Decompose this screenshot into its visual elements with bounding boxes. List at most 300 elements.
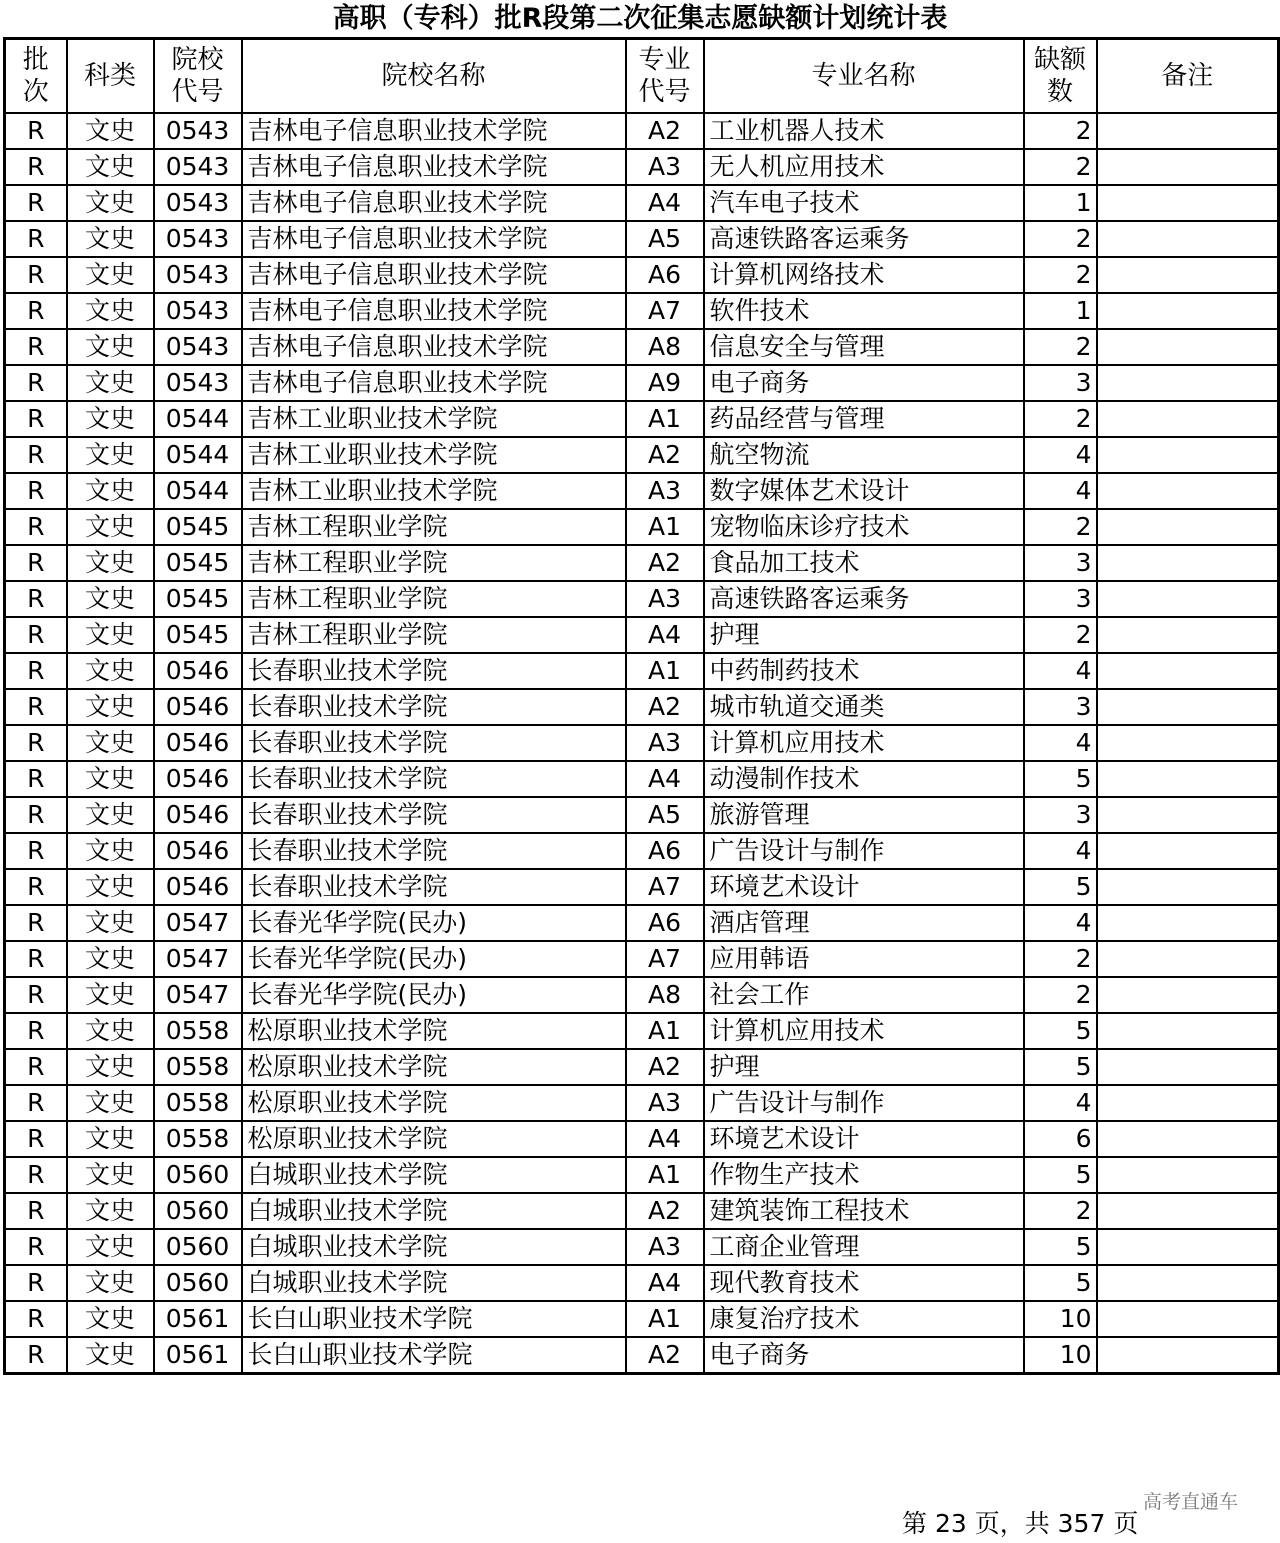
table-row	[5, 329, 1279, 365]
cell-major-code: A6	[626, 257, 704, 293]
cell-vacancy: 2	[1024, 617, 1097, 653]
table-row	[5, 833, 1279, 869]
cell-remarks	[1097, 1049, 1279, 1085]
cell-vacancy: 5	[1024, 1013, 1097, 1049]
table-body	[5, 113, 1279, 1374]
cell-major-code: A3	[626, 581, 704, 617]
cell-vacancy: 1	[1024, 185, 1097, 221]
cell-category: 文史	[67, 401, 154, 437]
cell-school-name: 长春光华学院(民办)	[242, 941, 626, 977]
cell-batch: R	[5, 797, 67, 833]
cell-vacancy: 5	[1024, 1049, 1097, 1085]
page-indicator: 第 23 页，共 357 页	[902, 1509, 1139, 1538]
cell-school-name: 吉林电子信息职业技术学院	[242, 329, 626, 365]
cell-school-code: 0545	[154, 509, 242, 545]
cell-batch: R	[5, 149, 67, 185]
table-row	[5, 365, 1279, 401]
cell-major-code: A4	[626, 1121, 704, 1157]
cell-major-code: A1	[626, 509, 704, 545]
cell-remarks	[1097, 149, 1279, 185]
cell-vacancy: 4	[1024, 653, 1097, 689]
cell-school-name: 吉林电子信息职业技术学院	[242, 221, 626, 257]
header-batch	[5, 39, 67, 114]
cell-major-name: 旅游管理	[704, 797, 1024, 833]
cell-major-code: A3	[626, 473, 704, 509]
header-school-code	[154, 39, 242, 114]
cell-vacancy: 5	[1024, 1157, 1097, 1193]
cell-school-name: 长春光华学院(民办)	[242, 977, 626, 1013]
cell-school-code: 0546	[154, 797, 242, 833]
cell-school-name: 白城职业技术学院	[242, 1157, 626, 1193]
cell-major-code: A2	[626, 1049, 704, 1085]
cell-major-code: A8	[626, 977, 704, 1013]
cell-major-code: A5	[626, 221, 704, 257]
cell-batch: R	[5, 833, 67, 869]
cell-remarks	[1097, 257, 1279, 293]
table-row	[5, 761, 1279, 797]
cell-school-name: 长春职业技术学院	[242, 869, 626, 905]
header-batch-line1: 批	[22, 45, 49, 75]
cell-major-name: 工业机器人技术	[704, 113, 1024, 149]
cell-batch: R	[5, 185, 67, 221]
cell-school-code: 0560	[154, 1193, 242, 1229]
table-row	[5, 725, 1279, 761]
cell-school-name: 长白山职业技术学院	[242, 1337, 626, 1374]
cell-major-name: 电子商务	[704, 1337, 1024, 1374]
cell-vacancy: 5	[1024, 869, 1097, 905]
cell-school-code: 0546	[154, 869, 242, 905]
cell-remarks	[1097, 653, 1279, 689]
cell-school-code: 0543	[154, 293, 242, 329]
table-row	[5, 1337, 1279, 1374]
table-row	[5, 149, 1279, 185]
cell-vacancy: 2	[1024, 221, 1097, 257]
cell-vacancy: 10	[1024, 1301, 1097, 1337]
header-school-code-line2: 代号	[171, 77, 224, 107]
cell-major-code: A4	[626, 185, 704, 221]
table-row	[5, 869, 1279, 905]
cell-school-code: 0543	[154, 221, 242, 257]
table-row	[5, 1121, 1279, 1157]
watermark: 高考直通车	[1143, 1491, 1239, 1513]
cell-remarks	[1097, 1013, 1279, 1049]
cell-batch: R	[5, 905, 67, 941]
cell-remarks	[1097, 509, 1279, 545]
header-school-code-line1: 院校	[171, 45, 224, 75]
cell-batch: R	[5, 1049, 67, 1085]
cell-category: 文史	[67, 545, 154, 581]
cell-school-code: 0543	[154, 257, 242, 293]
cell-school-name: 吉林工程职业学院	[242, 545, 626, 581]
cell-category: 文史	[67, 653, 154, 689]
cell-major-code: A4	[626, 1265, 704, 1301]
cell-category: 文史	[67, 725, 154, 761]
header-batch-line2: 次	[22, 77, 49, 107]
cell-vacancy: 6	[1024, 1121, 1097, 1157]
cell-major-code: A3	[626, 1085, 704, 1121]
header-major-code	[626, 39, 704, 114]
cell-school-code: 0558	[154, 1121, 242, 1157]
cell-remarks	[1097, 545, 1279, 581]
cell-vacancy: 4	[1024, 473, 1097, 509]
cell-remarks	[1097, 1157, 1279, 1193]
cell-school-name: 长春职业技术学院	[242, 761, 626, 797]
cell-vacancy: 2	[1024, 113, 1097, 149]
cell-school-code: 0543	[154, 185, 242, 221]
cell-major-name: 航空物流	[704, 437, 1024, 473]
table-row	[5, 257, 1279, 293]
cell-vacancy: 2	[1024, 401, 1097, 437]
table-row	[5, 1301, 1279, 1337]
cell-major-name: 无人机应用技术	[704, 149, 1024, 185]
table-row	[5, 797, 1279, 833]
cell-vacancy: 3	[1024, 689, 1097, 725]
cell-school-name: 吉林电子信息职业技术学院	[242, 293, 626, 329]
cell-batch: R	[5, 617, 67, 653]
cell-category: 文史	[67, 617, 154, 653]
cell-category: 文史	[67, 113, 154, 149]
cell-batch: R	[5, 509, 67, 545]
table-row	[5, 617, 1279, 653]
cell-vacancy: 4	[1024, 725, 1097, 761]
cell-batch: R	[5, 761, 67, 797]
header-vacancy	[1024, 39, 1097, 114]
cell-category: 文史	[67, 905, 154, 941]
cell-remarks	[1097, 1085, 1279, 1121]
cell-category: 文史	[67, 1337, 154, 1374]
cell-major-code: A2	[626, 1193, 704, 1229]
cell-major-name: 工商企业管理	[704, 1229, 1024, 1265]
cell-batch: R	[5, 257, 67, 293]
cell-remarks	[1097, 1193, 1279, 1229]
cell-school-code: 0558	[154, 1085, 242, 1121]
cell-school-name: 吉林工程职业学院	[242, 581, 626, 617]
cell-major-code: A3	[626, 725, 704, 761]
cell-school-name: 长春职业技术学院	[242, 797, 626, 833]
cell-school-code: 0561	[154, 1337, 242, 1374]
cell-category: 文史	[67, 1121, 154, 1157]
cell-major-name: 应用韩语	[704, 941, 1024, 977]
cell-major-name: 中药制药技术	[704, 653, 1024, 689]
cell-remarks	[1097, 1337, 1279, 1374]
cell-batch: R	[5, 941, 67, 977]
cell-batch: R	[5, 1193, 67, 1229]
cell-major-code: A7	[626, 293, 704, 329]
cell-school-name: 吉林工业职业技术学院	[242, 473, 626, 509]
cell-vacancy: 5	[1024, 761, 1097, 797]
cell-major-code: A2	[626, 689, 704, 725]
cell-school-code: 0545	[154, 581, 242, 617]
cell-vacancy: 2	[1024, 329, 1097, 365]
cell-school-code: 0543	[154, 365, 242, 401]
cell-remarks	[1097, 797, 1279, 833]
cell-category: 文史	[67, 185, 154, 221]
cell-school-name: 白城职业技术学院	[242, 1229, 626, 1265]
cell-batch: R	[5, 1337, 67, 1374]
vacancy-table	[3, 37, 1280, 1375]
cell-category: 文史	[67, 977, 154, 1013]
cell-batch: R	[5, 869, 67, 905]
cell-school-code: 0547	[154, 977, 242, 1013]
cell-batch: R	[5, 329, 67, 365]
cell-school-code: 0546	[154, 725, 242, 761]
cell-category: 文史	[67, 329, 154, 365]
table-row	[5, 1229, 1279, 1265]
cell-major-code: A5	[626, 797, 704, 833]
cell-remarks	[1097, 689, 1279, 725]
cell-major-name: 高速铁路客运乘务	[704, 581, 1024, 617]
header-category: 科类	[67, 39, 154, 114]
cell-batch: R	[5, 401, 67, 437]
cell-school-code: 0545	[154, 617, 242, 653]
cell-category: 文史	[67, 941, 154, 977]
cell-category: 文史	[67, 761, 154, 797]
table-row	[5, 437, 1279, 473]
cell-batch: R	[5, 1013, 67, 1049]
table-row	[5, 653, 1279, 689]
cell-vacancy: 2	[1024, 509, 1097, 545]
cell-major-code: A1	[626, 1157, 704, 1193]
cell-category: 文史	[67, 149, 154, 185]
cell-batch: R	[5, 977, 67, 1013]
cell-major-code: A1	[626, 1013, 704, 1049]
cell-major-code: A1	[626, 653, 704, 689]
cell-school-code: 0546	[154, 689, 242, 725]
cell-category: 文史	[67, 221, 154, 257]
cell-remarks	[1097, 437, 1279, 473]
cell-major-name: 社会工作	[704, 977, 1024, 1013]
cell-major-code: A1	[626, 1301, 704, 1337]
cell-school-code: 0546	[154, 653, 242, 689]
cell-batch: R	[5, 725, 67, 761]
cell-category: 文史	[67, 689, 154, 725]
cell-major-code: A7	[626, 941, 704, 977]
table-row	[5, 941, 1279, 977]
cell-major-name: 计算机网络技术	[704, 257, 1024, 293]
table-row	[5, 293, 1279, 329]
table-row	[5, 977, 1279, 1013]
cell-school-name: 白城职业技术学院	[242, 1193, 626, 1229]
cell-remarks	[1097, 833, 1279, 869]
table-row	[5, 545, 1279, 581]
cell-batch: R	[5, 689, 67, 725]
cell-vacancy: 2	[1024, 149, 1097, 185]
cell-remarks	[1097, 725, 1279, 761]
cell-category: 文史	[67, 797, 154, 833]
cell-school-code: 0558	[154, 1013, 242, 1049]
cell-major-code: A4	[626, 761, 704, 797]
cell-remarks	[1097, 293, 1279, 329]
cell-school-code: 0560	[154, 1157, 242, 1193]
cell-vacancy: 3	[1024, 545, 1097, 581]
cell-batch: R	[5, 545, 67, 581]
table-row	[5, 113, 1279, 149]
cell-category: 文史	[67, 473, 154, 509]
cell-school-code: 0560	[154, 1229, 242, 1265]
cell-batch: R	[5, 437, 67, 473]
cell-category: 文史	[67, 1193, 154, 1229]
cell-vacancy: 4	[1024, 437, 1097, 473]
cell-major-name: 高速铁路客运乘务	[704, 221, 1024, 257]
cell-school-code: 0546	[154, 761, 242, 797]
header-major-code-line1: 专业	[638, 45, 691, 75]
cell-school-name: 长春职业技术学院	[242, 689, 626, 725]
cell-remarks	[1097, 617, 1279, 653]
cell-major-code: A6	[626, 833, 704, 869]
cell-major-code: A8	[626, 329, 704, 365]
cell-batch: R	[5, 113, 67, 149]
cell-major-name: 环境艺术设计	[704, 1121, 1024, 1157]
cell-school-name: 吉林电子信息职业技术学院	[242, 185, 626, 221]
cell-remarks	[1097, 329, 1279, 365]
cell-major-code: A3	[626, 149, 704, 185]
cell-major-name: 现代教育技术	[704, 1265, 1024, 1301]
cell-major-code: A2	[626, 1337, 704, 1374]
cell-school-name: 长春光华学院(民办)	[242, 905, 626, 941]
cell-school-name: 吉林电子信息职业技术学院	[242, 113, 626, 149]
cell-category: 文史	[67, 1229, 154, 1265]
table-row	[5, 905, 1279, 941]
table-row	[5, 1013, 1279, 1049]
header-vacancy-line2: 数	[1046, 77, 1073, 107]
cell-batch: R	[5, 1265, 67, 1301]
cell-batch: R	[5, 1121, 67, 1157]
cell-remarks	[1097, 113, 1279, 149]
cell-major-name: 城市轨道交通类	[704, 689, 1024, 725]
cell-school-name: 松原职业技术学院	[242, 1085, 626, 1121]
cell-remarks	[1097, 1301, 1279, 1337]
cell-batch: R	[5, 1301, 67, 1337]
cell-major-name: 计算机应用技术	[704, 725, 1024, 761]
cell-major-name: 广告设计与制作	[704, 833, 1024, 869]
cell-school-code: 0558	[154, 1049, 242, 1085]
header-remarks: 备注	[1097, 39, 1279, 114]
cell-major-name: 电子商务	[704, 365, 1024, 401]
cell-school-code: 0545	[154, 545, 242, 581]
cell-category: 文史	[67, 581, 154, 617]
cell-school-name: 长白山职业技术学院	[242, 1301, 626, 1337]
cell-vacancy: 3	[1024, 797, 1097, 833]
cell-category: 文史	[67, 1157, 154, 1193]
cell-category: 文史	[67, 869, 154, 905]
table-row	[5, 689, 1279, 725]
cell-major-code: A7	[626, 869, 704, 905]
cell-school-name: 长春职业技术学院	[242, 653, 626, 689]
cell-vacancy: 2	[1024, 1193, 1097, 1229]
cell-batch: R	[5, 653, 67, 689]
cell-school-code: 0544	[154, 401, 242, 437]
cell-batch: R	[5, 473, 67, 509]
cell-category: 文史	[67, 1013, 154, 1049]
table-row	[5, 473, 1279, 509]
cell-school-code: 0544	[154, 437, 242, 473]
table-row	[5, 1085, 1279, 1121]
table-row	[5, 1157, 1279, 1193]
table-row	[5, 185, 1279, 221]
table-row	[5, 1193, 1279, 1229]
table-row	[5, 401, 1279, 437]
cell-school-code: 0560	[154, 1265, 242, 1301]
cell-remarks	[1097, 185, 1279, 221]
cell-major-code: A2	[626, 437, 704, 473]
cell-school-code: 0561	[154, 1301, 242, 1337]
cell-vacancy: 10	[1024, 1337, 1097, 1374]
cell-category: 文史	[67, 1085, 154, 1121]
cell-major-name: 计算机应用技术	[704, 1013, 1024, 1049]
cell-major-code: A4	[626, 617, 704, 653]
cell-batch: R	[5, 1157, 67, 1193]
cell-batch: R	[5, 365, 67, 401]
cell-remarks	[1097, 941, 1279, 977]
cell-vacancy: 2	[1024, 257, 1097, 293]
cell-major-name: 酒店管理	[704, 905, 1024, 941]
cell-school-name: 吉林工程职业学院	[242, 617, 626, 653]
cell-vacancy: 4	[1024, 905, 1097, 941]
cell-major-code: A9	[626, 365, 704, 401]
cell-category: 文史	[67, 365, 154, 401]
cell-school-name: 松原职业技术学院	[242, 1121, 626, 1157]
cell-remarks	[1097, 221, 1279, 257]
cell-school-name: 白城职业技术学院	[242, 1265, 626, 1301]
table-row	[5, 581, 1279, 617]
cell-category: 文史	[67, 1301, 154, 1337]
cell-remarks	[1097, 1229, 1279, 1265]
cell-school-name: 吉林电子信息职业技术学院	[242, 365, 626, 401]
document-title: 高职（专科）批R段第二次征集志愿缺额计划统计表	[332, 3, 948, 34]
table-row	[5, 1049, 1279, 1085]
cell-school-name: 吉林工业职业技术学院	[242, 437, 626, 473]
cell-major-code: A1	[626, 401, 704, 437]
cell-school-code: 0547	[154, 941, 242, 977]
cell-vacancy: 1	[1024, 293, 1097, 329]
header-vacancy-line1: 缺额	[1033, 45, 1086, 75]
cell-school-name: 吉林电子信息职业技术学院	[242, 149, 626, 185]
cell-remarks	[1097, 1265, 1279, 1301]
cell-major-code: A6	[626, 905, 704, 941]
cell-major-name: 建筑装饰工程技术	[704, 1193, 1024, 1229]
cell-school-code: 0546	[154, 833, 242, 869]
cell-school-code: 0543	[154, 149, 242, 185]
cell-remarks	[1097, 1121, 1279, 1157]
cell-major-name: 作物生产技术	[704, 1157, 1024, 1193]
cell-school-name: 吉林电子信息职业技术学院	[242, 257, 626, 293]
header-school-name: 院校名称	[242, 39, 626, 114]
table-row	[5, 221, 1279, 257]
cell-school-name: 吉林工程职业学院	[242, 509, 626, 545]
cell-major-name: 汽车电子技术	[704, 185, 1024, 221]
cell-vacancy: 4	[1024, 1085, 1097, 1121]
cell-category: 文史	[67, 1049, 154, 1085]
cell-major-name: 软件技术	[704, 293, 1024, 329]
cell-vacancy: 2	[1024, 977, 1097, 1013]
cell-school-code: 0543	[154, 113, 242, 149]
cell-school-code: 0544	[154, 473, 242, 509]
cell-vacancy: 3	[1024, 365, 1097, 401]
cell-major-name: 环境艺术设计	[704, 869, 1024, 905]
cell-vacancy: 5	[1024, 1265, 1097, 1301]
cell-major-name: 信息安全与管理	[704, 329, 1024, 365]
cell-category: 文史	[67, 1265, 154, 1301]
cell-category: 文史	[67, 257, 154, 293]
cell-school-name: 长春职业技术学院	[242, 833, 626, 869]
cell-remarks	[1097, 473, 1279, 509]
cell-major-code: A2	[626, 113, 704, 149]
cell-category: 文史	[67, 833, 154, 869]
header-row	[5, 39, 1279, 114]
cell-major-name: 康复治疗技术	[704, 1301, 1024, 1337]
cell-category: 文史	[67, 293, 154, 329]
header-major-name: 专业名称	[704, 39, 1024, 114]
